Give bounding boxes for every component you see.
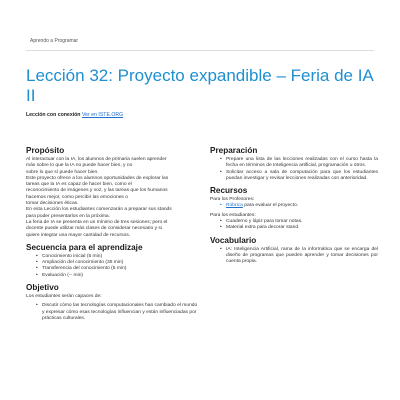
- header-label: Aprendo a Programar: [30, 38, 79, 44]
- teacher-resources-list: [210, 203, 378, 209]
- left-column: [26, 146, 198, 326]
- list-item: • IA: Inteligencia Artificial, rama de la informática que se encarga del diseño de programas que pueden aprender y tomar decisiones por cuenta propia.: [220, 247, 378, 266]
- secuencia-section: [26, 243, 198, 279]
- objetivo-section: [26, 283, 198, 322]
- lesson-title: Lección 32: Proyecto expandible – Feria de IA II: [26, 66, 373, 105]
- preparacion-section: [210, 146, 378, 182]
- recursos-section: [210, 186, 378, 231]
- header-divider: [26, 50, 374, 51]
- proposito-line: sobre lo que sí puede hacer bien.: [26, 169, 99, 175]
- secuencia-list: [26, 254, 198, 279]
- recursos-heading: Recursos: [210, 186, 248, 196]
- rubrica-link[interactable]: Rúbrica: [226, 203, 243, 209]
- proposito-line: En esta Lección los estudiantes comenzarán a preparar sus stands: [26, 207, 172, 213]
- vocabulario-list: [210, 247, 378, 266]
- list-item: • Discutir cómo las tecnologías computacionales han cambiado el mundo y expresar cómo esas tecnologías influencian y están influenciadas por prácticas culturales.: [36, 303, 198, 322]
- proposito-line: La feria de IA se presenta en un mínimo de tres sesiones; pero el: [26, 219, 168, 225]
- vocabulario-heading: Vocabulario: [210, 235, 257, 245]
- proposito-line: hacemos mejor, como percibir las emociones o: [26, 194, 128, 200]
- list-item: • Material extra para decorar stand.: [220, 225, 378, 231]
- proposito-line: docente puede utilizar más clases de considerar necesario y si: [26, 226, 162, 232]
- proposito-line: quiere integrar una mayor cantidad de recursos.: [26, 232, 131, 238]
- teacher-resource-text: para evaluar el proyecto.: [242, 203, 299, 209]
- proposito-line: para poder presentarlos en la próxima.: [26, 213, 111, 219]
- proposito-line: tareas que la IA es capaz de hacer bien, como el: [26, 182, 132, 188]
- student-resources-list: [210, 219, 378, 232]
- secuencia-heading: Secuencia para el aprendizaje: [26, 242, 143, 252]
- list-item: • Transferencia del conocimiento (5 min): [36, 266, 198, 272]
- list-item: • Conocimiento inicial (5 min): [36, 254, 198, 260]
- proposito-line: Al interactuar con la IA, los alumnos de primaria suelen aprender: [26, 157, 167, 162]
- proposito-line: tomar decisiones éticas.: [26, 201, 79, 207]
- list-item: • Prepare una lista de las lecciones realizadas con el curso hasta la fecha en términos de Inteligencia artificial, programación u otros.: [220, 157, 378, 170]
- proposito-line: reconocimiento de imágenes y voz, y las tareas que los humanos: [26, 188, 168, 194]
- teachers-label: Para los Profesores:: [210, 197, 255, 203]
- proposito-line: Este proyecto ofrece a los alumnos oportunidades de explorar las: [26, 175, 169, 181]
- right-column: [210, 146, 378, 270]
- objetivo-list: [26, 303, 198, 322]
- list-item: • Ampliación del conocimiento (35 min): [36, 260, 198, 266]
- vocabulario-section: [210, 236, 378, 266]
- preparacion-heading: Preparación: [210, 146, 258, 155]
- objetivo-heading: Objetivo: [26, 283, 59, 293]
- list-item: [220, 203, 378, 209]
- proposito-text: [26, 157, 198, 239]
- objetivo-intro: Los estudiantes serán capaces de:: [26, 294, 102, 300]
- list-item: • Evaluación (-- min): [36, 273, 198, 279]
- iste-link[interactable]: Ver en ISTE.ORG: [81, 112, 124, 118]
- list-item: • Cuaderno y lápiz para tomar notas.: [220, 219, 378, 225]
- proposito-heading: Propósito: [26, 146, 65, 155]
- preparacion-list: [210, 157, 378, 182]
- proposito-line: más sobre lo que la IA no puede hacer bien, y no: [26, 163, 133, 169]
- list-item: • Solicitar acceso a sala de computación para que los estudiantes puedan investigar y revisar lecciones realizadas con anterioridad.: [220, 170, 378, 183]
- proposito-section: [26, 146, 198, 239]
- connection-line: [26, 112, 123, 118]
- students-label: Para los estudiantes:: [210, 212, 256, 218]
- connection-label: Lección con conexión: [26, 112, 81, 118]
